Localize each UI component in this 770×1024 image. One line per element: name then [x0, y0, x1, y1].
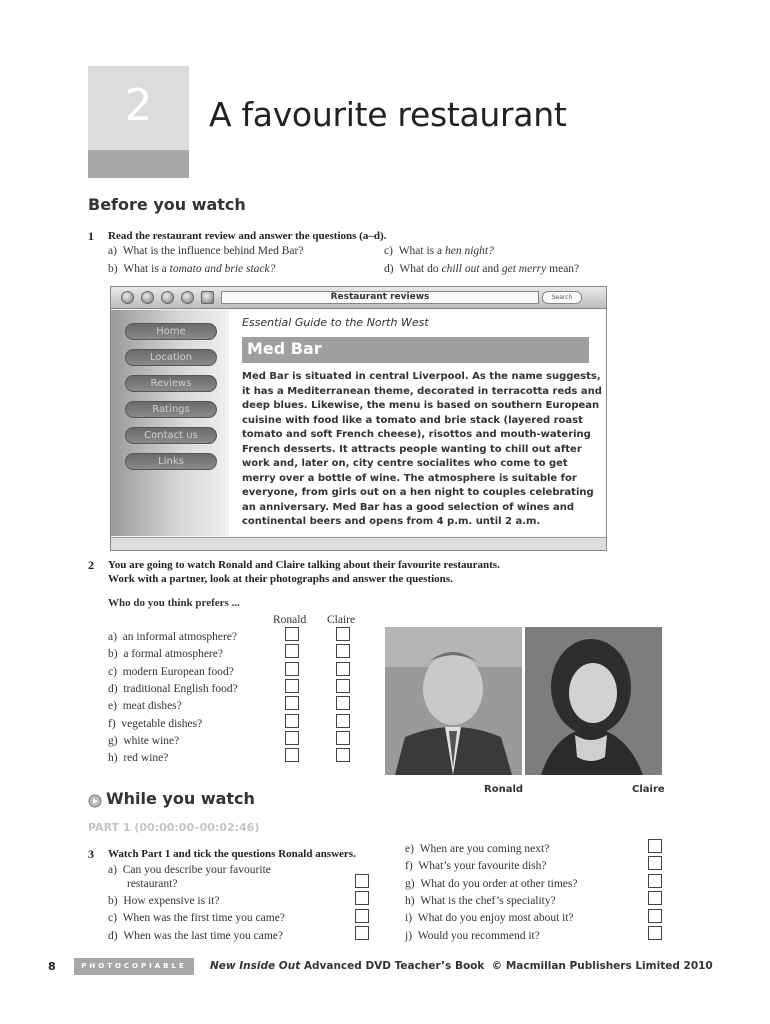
unit-number-box-band: [88, 150, 189, 178]
reload-button-icon: [161, 291, 174, 304]
question-number-1: 1: [88, 229, 94, 243]
checkbox-c-ronald[interactable]: [285, 662, 299, 676]
checkbox-a-ronald[interactable]: [285, 627, 299, 641]
footer-credit: New Inside Out Advanced DVD Teacher’s Book © Macmillan Publishers Limited 2010: [210, 960, 713, 972]
checkbox-q3-j[interactable]: [648, 926, 662, 940]
photo-ronald-illustration: [385, 627, 522, 775]
checkbox-g-claire[interactable]: [336, 731, 350, 745]
restaurant-name: Med Bar: [247, 339, 322, 358]
checkbox-g-ronald[interactable]: [285, 731, 299, 745]
checkbox-q3-f[interactable]: [648, 856, 662, 870]
q3-item-a-line2: restaurant?: [127, 878, 178, 890]
column-header-ronald: Ronald: [273, 614, 307, 626]
q3-item-c: c) When was the first time you came?: [108, 912, 285, 924]
section-heading-before: Before you watch: [88, 195, 246, 214]
checkbox-q3-e[interactable]: [648, 839, 662, 853]
stop-button-icon: [181, 291, 194, 304]
nav-item-ratings: Ratings: [125, 401, 217, 418]
browser-status-bar: [111, 537, 606, 550]
checkbox-a-claire[interactable]: [336, 627, 350, 641]
home-button-icon: [201, 291, 214, 304]
checkbox-d-ronald[interactable]: [285, 679, 299, 693]
checkbox-b-claire[interactable]: [336, 644, 350, 658]
question-number-2: 2: [88, 558, 94, 572]
photocopiable-label: PHOTOCOPIABLE: [81, 962, 187, 970]
checkbox-q3-g[interactable]: [648, 874, 662, 888]
question-number-3: 3: [88, 847, 94, 861]
q2-item-h: h) red wine?: [108, 752, 169, 764]
q2-item-d: d) traditional English food?: [108, 683, 238, 695]
checkbox-h-claire[interactable]: [336, 748, 350, 762]
checkbox-q3-b[interactable]: [355, 891, 369, 905]
q3-item-a-line1: a) Can you describe your favourite: [108, 864, 271, 876]
nav-item-location: Location: [125, 349, 217, 366]
nav-item-home: Home: [125, 323, 217, 340]
q1-item-c: c) What is a hen night?: [384, 245, 494, 257]
question-2-instruction-line2: Work with a partner, look at their photographs and answer the questions.: [108, 573, 453, 585]
search-box: Search: [542, 291, 582, 304]
q3-item-j: j) Would you recommend it?: [405, 930, 540, 942]
checkbox-q3-d[interactable]: [355, 926, 369, 940]
q3-item-g: g) What do you order at other times?: [405, 878, 578, 890]
q1-item-b: b) What is a tomato and brie stack?: [108, 263, 276, 275]
q1-item-a: a) What is the influence behind Med Bar?: [108, 245, 304, 257]
checkbox-e-claire[interactable]: [336, 696, 350, 710]
question-3-instruction: Watch Part 1 and tick the questions Ronald answers.: [108, 848, 356, 860]
q3-item-e: e) When are you coming next?: [405, 843, 550, 855]
photo-claire-illustration: [525, 627, 662, 775]
nav-item-reviews: Reviews: [125, 375, 217, 392]
checkbox-q3-h[interactable]: [648, 891, 662, 905]
checkbox-q3-i[interactable]: [648, 909, 662, 923]
checkbox-f-claire[interactable]: [336, 714, 350, 728]
q1-item-d: d) What do chill out and get merry mean?: [384, 263, 580, 275]
question-2-prompt: Who do you think prefers ...: [108, 597, 240, 609]
checkbox-q3-a[interactable]: [355, 874, 369, 888]
nav-item-contact: Contact us: [125, 427, 217, 444]
q2-item-f: f) vegetable dishes?: [108, 718, 203, 730]
nav-item-links: Links: [125, 453, 217, 470]
page-number: 8: [48, 960, 56, 973]
checkbox-c-claire[interactable]: [336, 662, 350, 676]
q3-item-i: i) What do you enjoy most about it?: [405, 912, 574, 924]
question-2-instruction-line1: You are going to watch Ronald and Claire talking about their favourite restaurants.: [108, 559, 500, 571]
question-1-instruction: Read the restaurant review and answer the questions (a–d).: [108, 230, 387, 242]
photo-label-ronald: Ronald: [484, 784, 524, 795]
browser-sidebar: [111, 310, 229, 536]
q2-item-g: g) white wine?: [108, 735, 180, 747]
q2-item-e: e) meat dishes?: [108, 700, 182, 712]
page-title: A favourite restaurant: [209, 95, 567, 134]
q2-item-a: a) an informal atmosphere?: [108, 631, 238, 643]
checkbox-h-ronald[interactable]: [285, 748, 299, 762]
address-bar-title: Restaurant reviews: [330, 292, 430, 302]
unit-number: 2: [124, 80, 153, 131]
back-button-icon: [121, 291, 134, 304]
guide-title: Essential Guide to the North West: [242, 316, 429, 329]
checkbox-d-claire[interactable]: [336, 679, 350, 693]
checkbox-f-ronald[interactable]: [285, 714, 299, 728]
video-icon: [88, 794, 102, 808]
q2-item-b: b) a formal atmosphere?: [108, 648, 223, 660]
browser-content: [229, 310, 606, 536]
forward-button-icon: [141, 291, 154, 304]
q2-item-c: c) modern European food?: [108, 666, 234, 678]
browser-window: [110, 286, 607, 551]
q3-item-b: b) How expensive is it?: [108, 895, 220, 907]
browser-toolbar: [111, 287, 606, 309]
photo-label-claire: Claire: [632, 784, 665, 795]
q3-item-f: f) What’s your favourite dish?: [405, 860, 547, 872]
column-header-claire: Claire: [327, 614, 356, 626]
photo-ronald: [385, 627, 522, 775]
q3-item-h: h) What is the chef’s speciality?: [405, 895, 556, 907]
review-text: Med Bar is situated in central Liverpool. As the name suggests, it has a Mediterranean theme, decorated in terracotta reds and deep blues. Likewise, the menu is based on southern European cuisine with food like a tomato and brie stack (layered roast tomato and soft French cheese), risottos and mouth-watering French desserts. It attracts people wanting to chill out after work and, later on, city centre socialites who come to get merry over a bottle of wine. The atmosphere is suitable for everyone, from girls out on a hen night to couples celebrating an anniversary. Med Bar has a good selection of wines and continental beers and opens from 4 p.m. until 2 a.m.: [242, 371, 602, 527]
checkbox-b-ronald[interactable]: [285, 644, 299, 658]
q3-item-d: d) When was the last time you came?: [108, 930, 284, 942]
checkbox-e-ronald[interactable]: [285, 696, 299, 710]
photo-claire: [525, 627, 662, 775]
checkbox-q3-c[interactable]: [355, 909, 369, 923]
part-label: PART 1 (00:00:00–00:02:46): [88, 821, 260, 834]
section-heading-while: While you watch: [106, 789, 255, 808]
